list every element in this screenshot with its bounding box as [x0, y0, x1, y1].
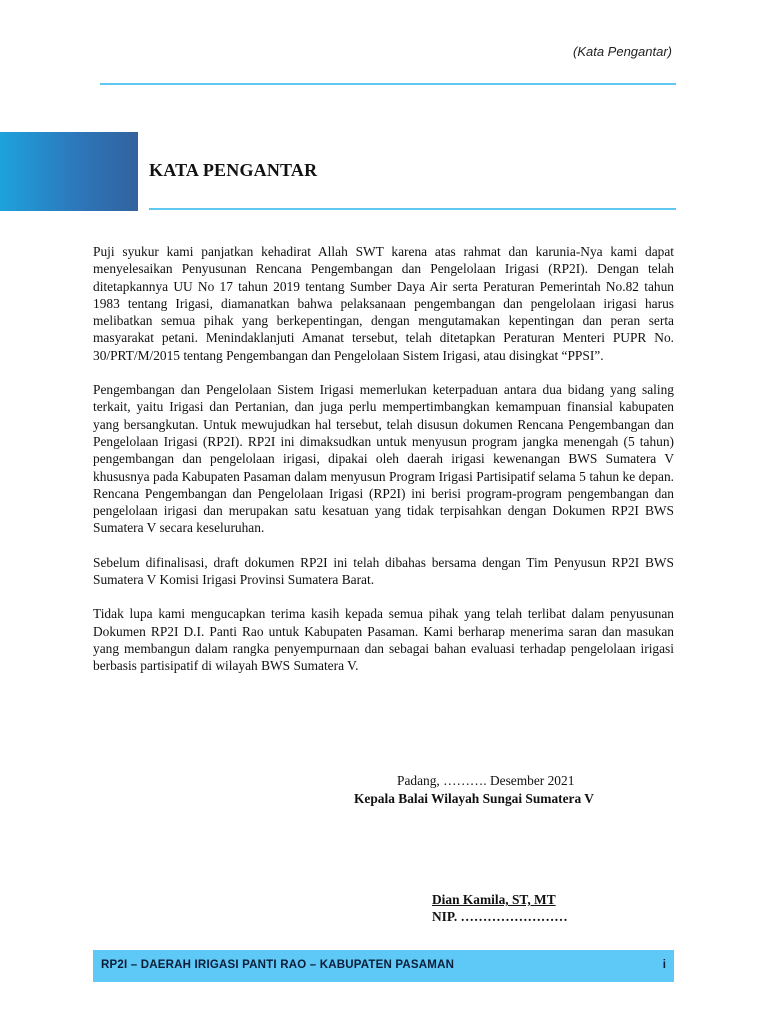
header-divider: [100, 83, 676, 85]
paragraph: Pengembangan dan Pengelolaan Sistem Irigasi memerlukan keterpaduan antara dua bidang yang saling terkait, yaitu Irigasi dan Pertanian, dan juga perlu mempertimbangkan kemampuan finansial kabupaten yang bersangkutan. Untuk mewujudkan hal tersebut, telah disusun dokumen Rencana Pengembangan dan Pengelolaan Irigasi (RP2I). RP2I ini dimaksudkan untuk menyusun program jangka menengah (5 tahun) pengembangan dan pengelolaan irigasi, dipakai oleh daerah irigasi kewenangan BWS Sumatera V khususnya pada Kabupaten Pasaman dalam menyusun Program Irigasi Partisipatif selama 5 tahun ke depan. Rencana Pengembangan dan Pengelolaan Irigasi (RP2I) ini berisi program-program pengembangan dan pengelolaan irigasi dan merupakan satu kesatuan yang tidak terpisahkan dengan Dokumen RP2I BWS Sumatera V secara keseluruhan.: [93, 382, 674, 536]
signer-title: Kepala Balai Wilayah Sungai Sumatera V: [354, 791, 594, 806]
title-accent-block: [0, 132, 138, 211]
header-note: (Kata Pengantar): [572, 44, 672, 59]
footer-bar: [93, 950, 674, 982]
body-text: [93, 243, 674, 692]
page-number: i: [662, 959, 666, 971]
paragraph: Puji syukur kami panjatkan kehadirat Allah SWT karena atas rahmat dan karunia-Nya kami dapat menyelesaikan Penyusunan Rencana Pengembangan dan Pengelolaan Irigasi (RP2I). Dengan telah ditetapkannya UU No 17 tahun 2019 tentang Sumber Daya Air serta Peraturan Pemerintah No.82 tahun 1983 tentang Irigasi, diamanatkan bahwa pelaksanaan pengembangan dan pengelolaan irigasi harus melibatkan semua pihak yang berkepentingan, dengan mengutamakan kepentingan dan peran serta masyarakat petani. Menindaklanjuti Amanat tersebut, telah ditetapkan Peraturan Menteri PUPR No. 30/PRT/M/2015 tentang Pengembangan dan Pengelolaan Sistem Irigasi, atau disingkat “PPSI”.: [93, 244, 674, 363]
footer-text: RP2I – DAERAH IRIGASI PANTI RAO – KABUPATEN PASAMAN: [101, 959, 455, 971]
title-divider: [149, 208, 676, 210]
page-title: KATA PENGANTAR: [149, 160, 318, 180]
place-date: Padang, ………. Desember 2021: [397, 773, 575, 788]
signer-nip: NIP. ……………………: [432, 909, 568, 924]
signer-name: Dian Kamila, ST, MT: [432, 892, 556, 907]
paragraph: Tidak lupa kami mengucapkan terima kasih kepada semua pihak yang telah terlibat dalam penyusunan Dokumen RP2I D.I. Panti Rao untuk Kabupaten Pasaman. Kami berharap menerima saran dan masukan yang membangun dalam rangka penyempurnaan dan sebagai bahan evaluasi terhadap pengelolaan irigasi berbasis partisipatif di wilayah BWS Sumatera V.: [93, 606, 674, 674]
paragraph: Sebelum difinalisasi, draft dokumen RP2I ini telah dibahas bersama dengan Tim Penyusun RP2I BWS Sumatera V Komisi Irigasi Provinsi Sumatera Barat.: [93, 554, 674, 588]
